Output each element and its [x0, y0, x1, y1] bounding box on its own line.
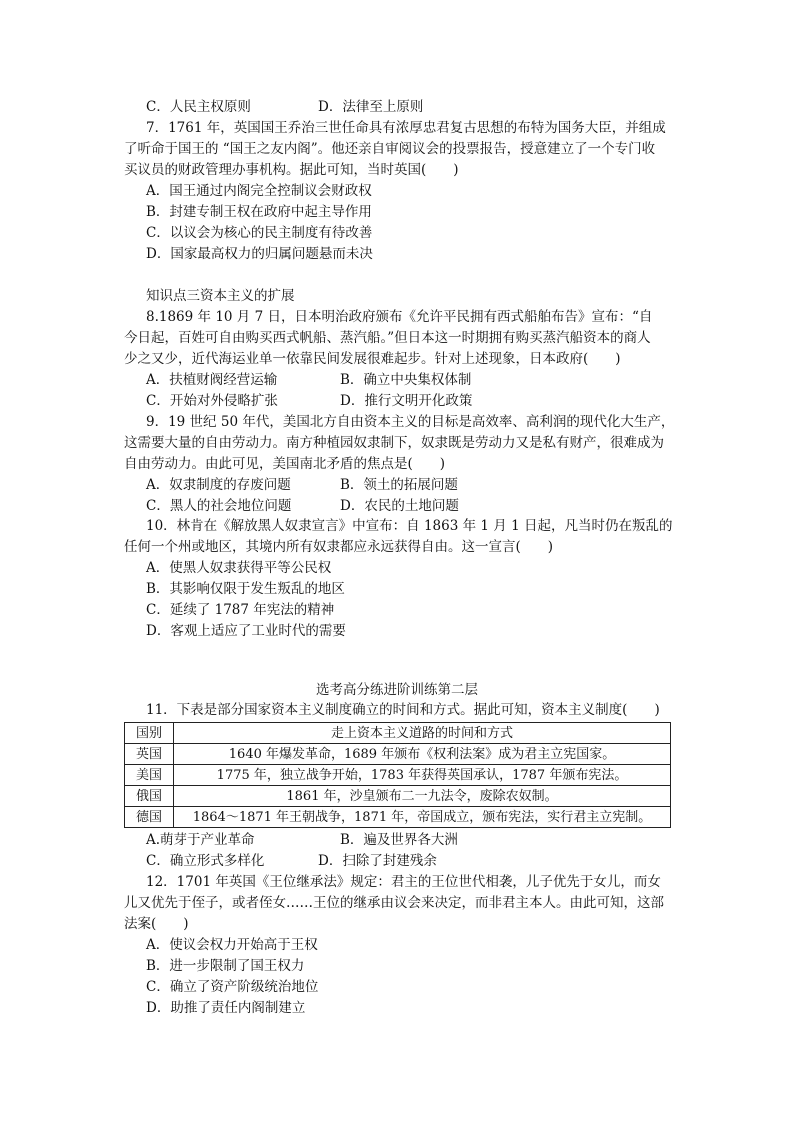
table-cell-detail: 1775 年，独立战争开始，1783 年获得英国承认，1787 年颁布宪法。	[174, 765, 671, 786]
q9-stem-line-1: 9．19 世纪 50 年代，美国北方自由资本主义的目标是高效率、高利润的现代化大生产，	[146, 414, 675, 430]
table-header-row	[125, 723, 671, 744]
table-header-cell: 国别	[125, 723, 174, 744]
q7-stem-line-2: 了听命于国王的 “国王之友内阁”。他还亲自审阅议会的投票报告，授意建立了一个专门收	[124, 141, 656, 157]
q9-stem-line-3: 自由劳动力。由此可见，美国南北矛盾的焦点是( )	[124, 456, 446, 472]
q11-option-b: B．遍及世界各大洲	[340, 832, 458, 848]
q12-stem-line-1: 12．1701 年英国《王位继承法》规定：君主的王位世代相袭，儿子优先于女儿，而女	[146, 874, 661, 890]
q12-stem-line-3: 法案( )	[124, 916, 189, 932]
table-row	[125, 807, 671, 828]
table-cell-country: 德国	[125, 807, 174, 828]
q10-option-c: C．延续了 1787 年宪法的精神	[146, 602, 335, 618]
q11-option-d: D．扫除了封建残余	[318, 853, 437, 869]
q9-option-a: A．奴隶制度的存废问题	[146, 477, 291, 493]
q11-table	[124, 722, 671, 828]
q8-stem-line-1: 8.1869 年 10 月 7 日，日本明治政府颁布《允许平民拥有西式船舶布告》宣布：“自	[146, 309, 653, 325]
q7-option-c: C．以议会为核心的民主制度有待改善	[146, 225, 373, 241]
q12-option-a: A．使议会权力开始高于王权	[146, 937, 318, 953]
q9-stem-line-2: 这需要大量的自由劳动力。南方种植园奴隶制下，奴隶既是劳动力又是私有财产，很难成为	[124, 435, 664, 451]
table-row	[125, 744, 671, 765]
q12-option-b: B．进一步限制了国王权力	[146, 958, 305, 974]
q9-option-b: B．领土的拓展问题	[340, 477, 458, 493]
q10-option-a: A．使黑人奴隶获得平等公民权	[146, 560, 332, 576]
q9-option-d: D．农民的土地问题	[340, 498, 459, 514]
q7-stem-line-1: 7．1761 年，英国国王乔治三世任命具有浓厚忠君复古思想的布特为国务大臣，并组成	[146, 120, 666, 136]
q8-option-c: C．开始对外侵略扩张	[146, 393, 278, 409]
q8-option-d: D．推行文明开化政策	[340, 393, 473, 409]
q7-option-d: D．国家最高权力的归属问题悬而未决	[146, 246, 373, 262]
q12-stem-line-2: 儿又优先于侄子，或者侄女……王位的继承由议会来决定，而非君主本人。由此可知，这部	[124, 895, 664, 911]
table-cell-detail: 1640 年爆发革命，1689 年颁布《权利法案》成为君主立宪国家。	[174, 744, 671, 765]
q12-option-c: C．确立了资产阶级统治地位	[146, 979, 319, 995]
table-cell-country: 美国	[125, 765, 174, 786]
q7-option-b: B．封建专制王权在政府中起主导作用	[146, 204, 372, 220]
q8-stem-line-2: 今日起，百姓可自由购买西式帆船、蒸汽船。”但日本这一时期拥有购买蒸汽船资本的商人	[124, 330, 651, 346]
q6-option-d: D．法律至上原则	[318, 99, 424, 115]
q11-option-a: A.萌芽于产业革命	[146, 832, 255, 848]
section-title: 选考高分练进阶训练第二层	[316, 682, 478, 698]
q7-stem-line-3: 买议员的财政管理办事机构。据此可知，当时英国( )	[124, 162, 459, 178]
q10-stem-line-2: 任何一个州或地区，其境内所有奴隶都应永远获得自由。这一宣言( )	[124, 539, 554, 555]
table-cell-country: 俄国	[125, 786, 174, 807]
q11-option-c: C．确立形式多样化	[146, 853, 265, 869]
q11-stem: 11．下表是部分国家资本主义制度确立的时间和方式。据此可知，资本主义制度( )	[146, 702, 660, 718]
table-cell-detail: 1861 年，沙皇颁布二一九法令，废除农奴制。	[174, 786, 671, 807]
section-heading: 知识点三资本主义的扩展	[146, 288, 295, 304]
q6-option-c: C．人民主权原则	[146, 99, 251, 115]
table-row	[125, 765, 671, 786]
table-cell-detail: 1864～1871 年王朝战争，1871 年，帝国成立，颁布宪法，实行君主立宪制。	[174, 807, 671, 828]
table-cell-country: 英国	[125, 744, 174, 765]
table-header-cell: 走上资本主义道路的时间和方式	[174, 723, 671, 744]
q10-option-b: B．其影响仅限于发生叛乱的地区	[146, 581, 345, 597]
q9-option-c: C．黑人的社会地位问题	[146, 498, 292, 514]
q8-stem-line-3: 少之又少，近代海运业单一依靠民间发展很难起步。针对上述现象，日本政府( )	[124, 351, 621, 367]
q8-option-a: A．扶植财阀经营运输	[146, 372, 278, 388]
q8-option-b: B．确立中央集权体制	[340, 372, 472, 388]
q10-stem-line-1: 10．林肯在《解放黑人奴隶宣言》中宣布：自 1863 年 1 月 1 日起，凡当时仍在叛乱的	[146, 518, 673, 534]
q12-option-d: D．助推了责任内阁制建立	[146, 1000, 306, 1016]
table-row	[125, 786, 671, 807]
q10-option-d: D．客观上适应了工业时代的需要	[146, 623, 346, 639]
q7-option-a: A．国王通过内阁完全控制议会财政权	[146, 183, 372, 199]
